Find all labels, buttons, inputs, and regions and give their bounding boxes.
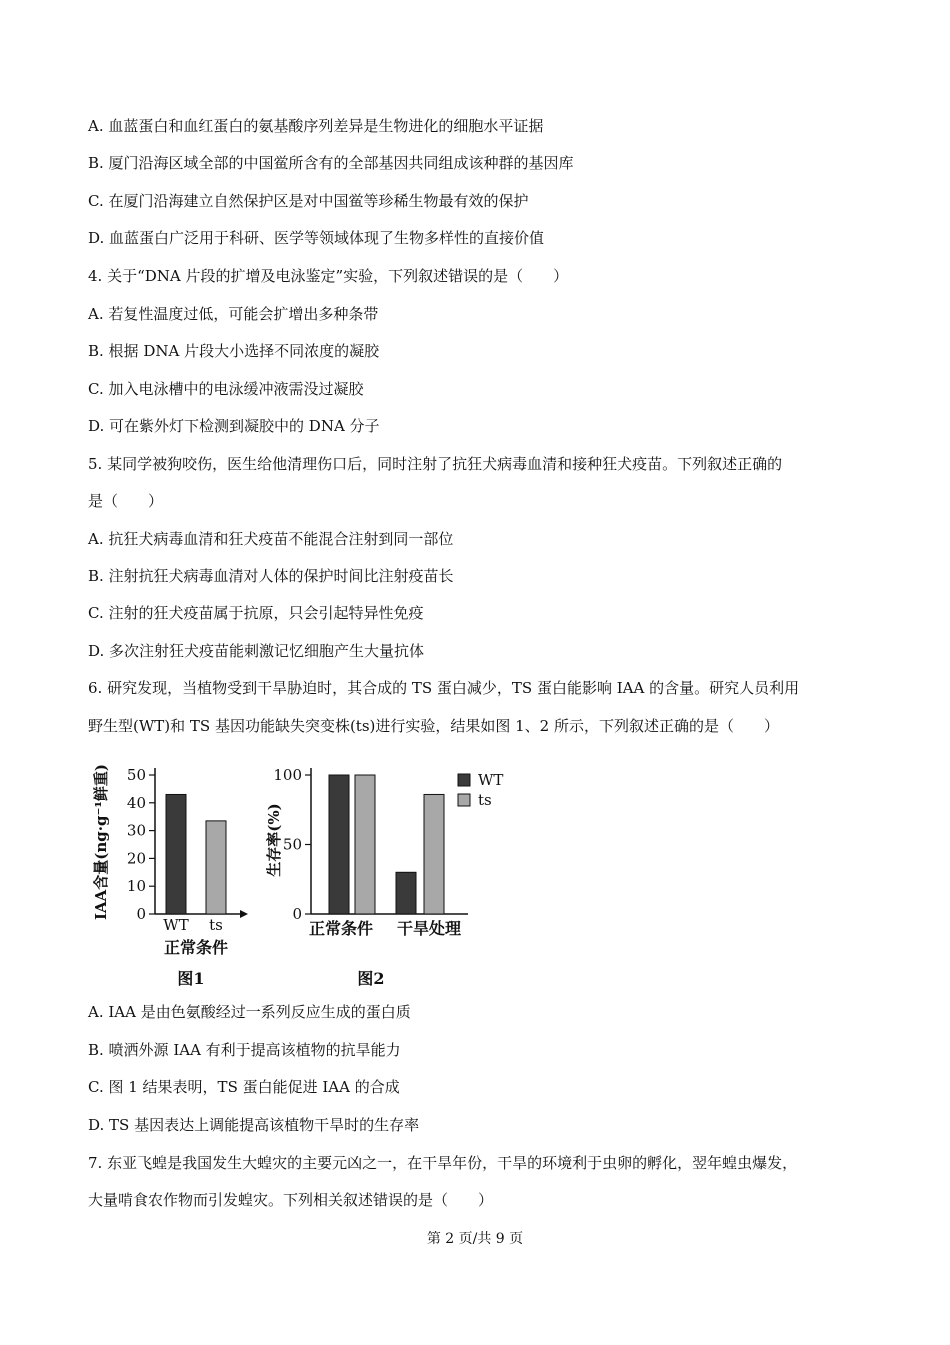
fig2-legend-label: ts: [478, 791, 492, 809]
fig1-bar-ts: [206, 821, 226, 914]
fig1-y-tick-label: 0: [136, 905, 146, 923]
text-line: 6. 研究发现，当植物受到干旱胁迫时，其合成的 TS 蛋白减少，TS 蛋白能影响 IAA 的含量。研究人员利用: [88, 679, 800, 697]
text-line: C. 注射的狂犬疫苗属于抗原，只会引起特异性免疫: [88, 604, 424, 622]
text-line: 大量啃食农作物而引发蝗灾。下列相关叙述错误的是（ ）: [88, 1191, 494, 1209]
fig2-bar-ts-drought: [424, 794, 444, 914]
experiment-figures: [88, 750, 528, 995]
fig1-y-label: IAA含量(ng·g⁻¹鲜重): [92, 763, 110, 921]
text-line: D. 血蓝蛋白广泛用于科研、医学等领域体现了生物多样性的直接价值: [88, 229, 545, 247]
figure-1-iaa-chart: [92, 764, 248, 988]
text-line: B. 喷洒外源 IAA 有利于提高该植物的抗旱能力: [88, 1041, 401, 1059]
text-line: C. 图 1 结果表明，TS 蛋白能促进 IAA 的合成: [88, 1078, 400, 1096]
fig2-y-tick-label: 50: [282, 835, 302, 854]
fig2-legend-swatch-wt: [458, 774, 470, 786]
text-line: C. 在厦门沿海建立自然保护区是对中国鲎等珍稀生物最有效的保护: [88, 192, 529, 210]
fig2-bar-ts-normal: [355, 775, 375, 914]
fig1-y-tick-label: 50: [126, 766, 146, 784]
text-line: D. TS 基因表达上调能提高该植物干旱时的生存率: [88, 1116, 420, 1134]
fig1-x-label: 正常条件: [163, 938, 229, 957]
fig1-bar-wt: [166, 794, 186, 914]
fig2-legend: [458, 771, 503, 809]
fig2-bar-wt-drought: [396, 872, 416, 914]
fig1-y-tick-label: 20: [126, 849, 146, 868]
fig2-title: 图2: [357, 969, 385, 988]
page-footer: 第 2 页/共 9 页: [426, 1231, 524, 1247]
text-line: A. 若复性温度过低，可能会扩增出多种条带: [88, 305, 379, 323]
fig1-category-label: WT: [163, 916, 189, 934]
text-line: A. 抗狂犬病毒血清和狂犬疫苗不能混合注射到同一部位: [88, 530, 454, 548]
text-line: B. 厦门沿海区域全部的中国鲎所含有的全部基因共同组成该种群的基因库: [88, 154, 574, 172]
fig2-category-label: 干旱处理: [396, 919, 462, 938]
text-line: D. 可在紫外灯下检测到凝胶中的 DNA 分子: [88, 417, 380, 435]
text-line: 4. 关于“DNA 片段的扩增及电泳鉴定”实验，下列叙述错误的是（ ）: [88, 267, 569, 285]
text-line: 是（ ）: [88, 492, 164, 510]
text-line: C. 加入电泳槽中的电泳缓冲液需没过凝胶: [88, 380, 364, 398]
fig1-title: 图1: [177, 969, 205, 988]
fig2-category-label: 正常条件: [308, 919, 374, 938]
text-line: A. IAA 是由色氨酸经过一系列反应生成的蛋白质: [88, 1003, 411, 1021]
fig1-y-tick-label: 40: [126, 793, 146, 812]
fig2-y-tick-label: 100: [273, 766, 302, 784]
fig2-legend-label: WT: [478, 771, 504, 789]
fig1-y-tick-label: 30: [126, 821, 146, 840]
text-line: A. 血蓝蛋白和血红蛋白的氨基酸序列差异是生物进化的细胞水平证据: [88, 117, 544, 135]
fig1-y-tick-label: 10: [126, 877, 146, 896]
text-line: 5. 某同学被狗咬伤，医生给他清理伤口后，同时注射了抗狂犬病毒血清和接种狂犬疫苗。下列叙述正确的: [88, 455, 783, 473]
text-line: B. 根据 DNA 片段大小选择不同浓度的凝胶: [88, 342, 380, 360]
fig2-y-label: 生存率(%): [265, 803, 283, 877]
text-line: D. 多次注射狂犬疫苗能刺激记忆细胞产生大量抗体: [88, 642, 425, 660]
text-line: 野生型(WT)和 TS 基因功能缺失突变株(ts)进行实验，结果如图 1、2 所示，下列叙述正确的是（ ）: [88, 717, 780, 735]
fig2-bar-wt-normal: [329, 775, 349, 914]
fig1-x-axis-arrow: [240, 910, 248, 918]
fig2-y-tick-label: 0: [292, 905, 302, 923]
fig1-category-label: ts: [209, 916, 223, 934]
figure-2-survival-chart: [265, 766, 503, 988]
fig2-legend-swatch-ts: [458, 794, 470, 806]
text-line: 7. 东亚飞蝗是我国发生大蝗灾的主要元凶之一，在干旱年份，干旱的环境利于虫卵的孵化，翌年蝗虫爆发，: [88, 1154, 798, 1172]
text-line: B. 注射抗狂犬病毒血清对人体的保护时间比注射疫苗长: [88, 567, 454, 585]
